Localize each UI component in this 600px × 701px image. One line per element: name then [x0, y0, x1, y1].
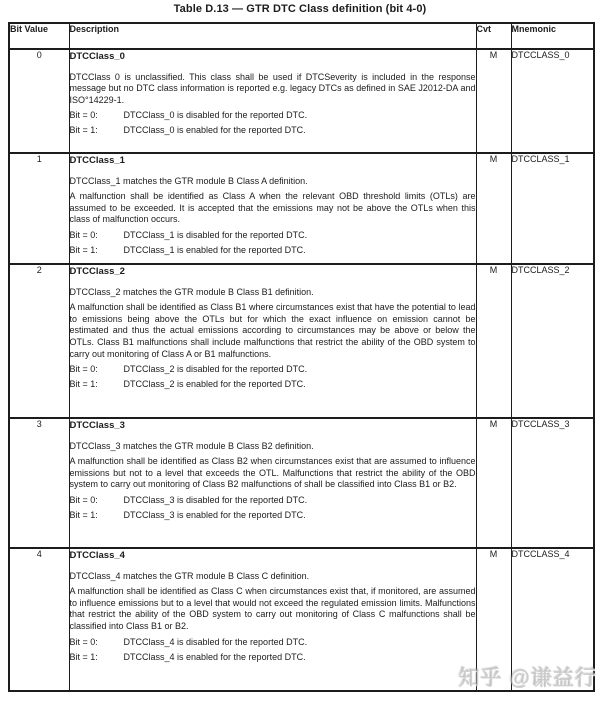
description-paragraph: A malfunction shall be identified as Class B2 when circumstances exist that are assumed to influence emissions but not to a level that exceeds the OTL. Malfunctions that restrict the ability of the OBD system to carry out monitoring of Class B2 malfunctions of shall be classified into Class B1 or B2. — [69, 456, 476, 490]
header-mnemonic: Mnemonic — [511, 23, 594, 49]
bit-state-line — [70, 245, 476, 257]
bit-state-text: DTCClass_1 is disabled for the reported DTC. — [123, 229, 308, 240]
bit-state-line — [70, 364, 476, 376]
bit-state-line — [70, 230, 476, 242]
dtc-class-name: DTCClass_2 — [69, 266, 125, 277]
bit-state-text: DTCClass_4 is enabled for the reported DTC. — [123, 651, 306, 662]
description-paragraph: A malfunction shall be identified as Class A when the relevant OBD threshold limits (OTLs) are assumed to be exceeded. It is accepted that the emissions may not be above the OTLs when this class of malfunction occurs. — [69, 191, 476, 225]
description-cell — [69, 153, 476, 264]
mnemonic-cell: DTCCLASS_4 — [511, 548, 594, 691]
bit-state-label: Bit = 0: — [69, 229, 98, 240]
bit-value-cell: 0 — [9, 49, 69, 153]
bit-state-text: DTCClass_0 is disabled for the reported DTC. — [123, 110, 308, 121]
mnemonic-cell: DTCCLASS_0 — [511, 49, 594, 153]
bit-state-line — [70, 510, 476, 522]
header-description: Description — [69, 23, 476, 49]
table-row — [9, 418, 594, 548]
page-title: Table D.13 — GTR DTC Class definition (bit 4-0) — [173, 3, 427, 15]
description-cell — [69, 49, 476, 153]
header-bit-value: Bit Value — [9, 23, 69, 49]
bit-state-text: DTCClass_1 is enabled for the reported DTC. — [123, 245, 306, 256]
description-paragraph: A malfunction shall be identified as Class C when circumstances exist that, if monitored, are assumed to influence emissions but to a level that would not exceed the regulated emission limits. Malfunctions that restrict the ability of the OBD system to carry out monitoring of Class C malfunctions shall be classified into Class B1 or B2. — [69, 586, 476, 631]
bit-state-text: DTCClass_2 is enabled for the reported DTC. — [123, 379, 306, 390]
table-row — [9, 153, 594, 264]
table-header-row — [9, 23, 594, 49]
bit-state-line — [70, 637, 476, 649]
table-row — [9, 49, 594, 153]
bit-state-text: DTCClass_3 is disabled for the reported DTC. — [123, 494, 308, 505]
description-paragraph: DTCClass_4 matches the GTR module B Class C definition. — [69, 570, 310, 581]
bit-state-label: Bit = 0: — [69, 110, 98, 121]
bit-state-text: DTCClass_3 is enabled for the reported DTC. — [123, 510, 306, 521]
bit-state-label: Bit = 1: — [69, 125, 98, 136]
table-row — [9, 264, 594, 418]
description-paragraph: DTCClass 0 is unclassified. This class shall be used if DTCSeverity is included in the response message but no DTC class information is reported e.g. legacy DTCs as defined in SAE J2012-DA and ISO°14229-1. — [69, 71, 476, 105]
bit-state-label: Bit = 1: — [69, 510, 98, 521]
zhihu-watermark: 知乎 @谦益行 — [458, 667, 597, 690]
bit-state-line — [70, 652, 476, 664]
cvt-cell: M — [476, 418, 511, 548]
bit-state-label: Bit = 1: — [69, 379, 98, 390]
bit-value-cell: 2 — [9, 264, 69, 418]
cvt-cell: M — [476, 49, 511, 153]
dtc-class-name: DTCClass_0 — [69, 51, 125, 62]
description-cell — [69, 548, 476, 691]
cvt-cell: M — [476, 153, 511, 264]
dtc-class-name: DTCClass_1 — [69, 155, 125, 166]
bit-state-label: Bit = 1: — [69, 651, 98, 662]
mnemonic-cell: DTCCLASS_1 — [511, 153, 594, 264]
bit-state-label: Bit = 0: — [69, 494, 98, 505]
mnemonic-cell: DTCCLASS_3 — [511, 418, 594, 548]
bit-value-cell: 4 — [9, 548, 69, 691]
bit-state-label: Bit = 0: — [69, 636, 98, 647]
bit-state-text: DTCClass_2 is disabled for the reported DTC. — [123, 364, 308, 375]
table-body — [9, 49, 594, 691]
bit-state-line — [70, 110, 476, 122]
bit-state-text: DTCClass_4 is disabled for the reported DTC. — [123, 636, 308, 647]
bit-state-line — [70, 379, 476, 391]
bit-state-label: Bit = 1: — [69, 245, 98, 256]
bit-state-line — [70, 495, 476, 507]
mnemonic-cell: DTCCLASS_2 — [511, 264, 594, 418]
dtc-class-table — [8, 22, 595, 692]
dtc-class-name: DTCClass_4 — [69, 550, 125, 561]
description-paragraph: A malfunction shall be identified as Class B1 where circumstances exist that have the potential to lead to emissions being above the OTLs but for which the exact influence on emission cannot be estimated and thus the actual emissions according to circumstances may be above or below the OTLs. Class B1 malfunctions shall include malfunctions that restrict the ability of the OBD system to carry out monitoring of Class A or B1 malfunctions. — [69, 302, 476, 359]
bit-state-text: DTCClass_0 is enabled for the reported DTC. — [123, 125, 306, 136]
bit-state-line — [70, 125, 476, 137]
bit-state-label: Bit = 0: — [69, 364, 98, 375]
description-cell — [69, 418, 476, 548]
description-paragraph: DTCClass_2 matches the GTR module B Class B1 definition. — [69, 286, 314, 297]
description-paragraph: DTCClass_3 matches the GTR module B Class B2 definition. — [69, 440, 314, 451]
header-cvt: Cvt — [476, 23, 511, 49]
bit-value-cell: 3 — [9, 418, 69, 548]
bit-value-cell: 1 — [9, 153, 69, 264]
cvt-cell: M — [476, 264, 511, 418]
description-paragraph: DTCClass_1 matches the GTR module B Class A definition. — [69, 175, 308, 186]
dtc-class-name: DTCClass_3 — [69, 420, 125, 431]
cvt-cell: M — [476, 548, 511, 691]
description-cell — [69, 264, 476, 418]
